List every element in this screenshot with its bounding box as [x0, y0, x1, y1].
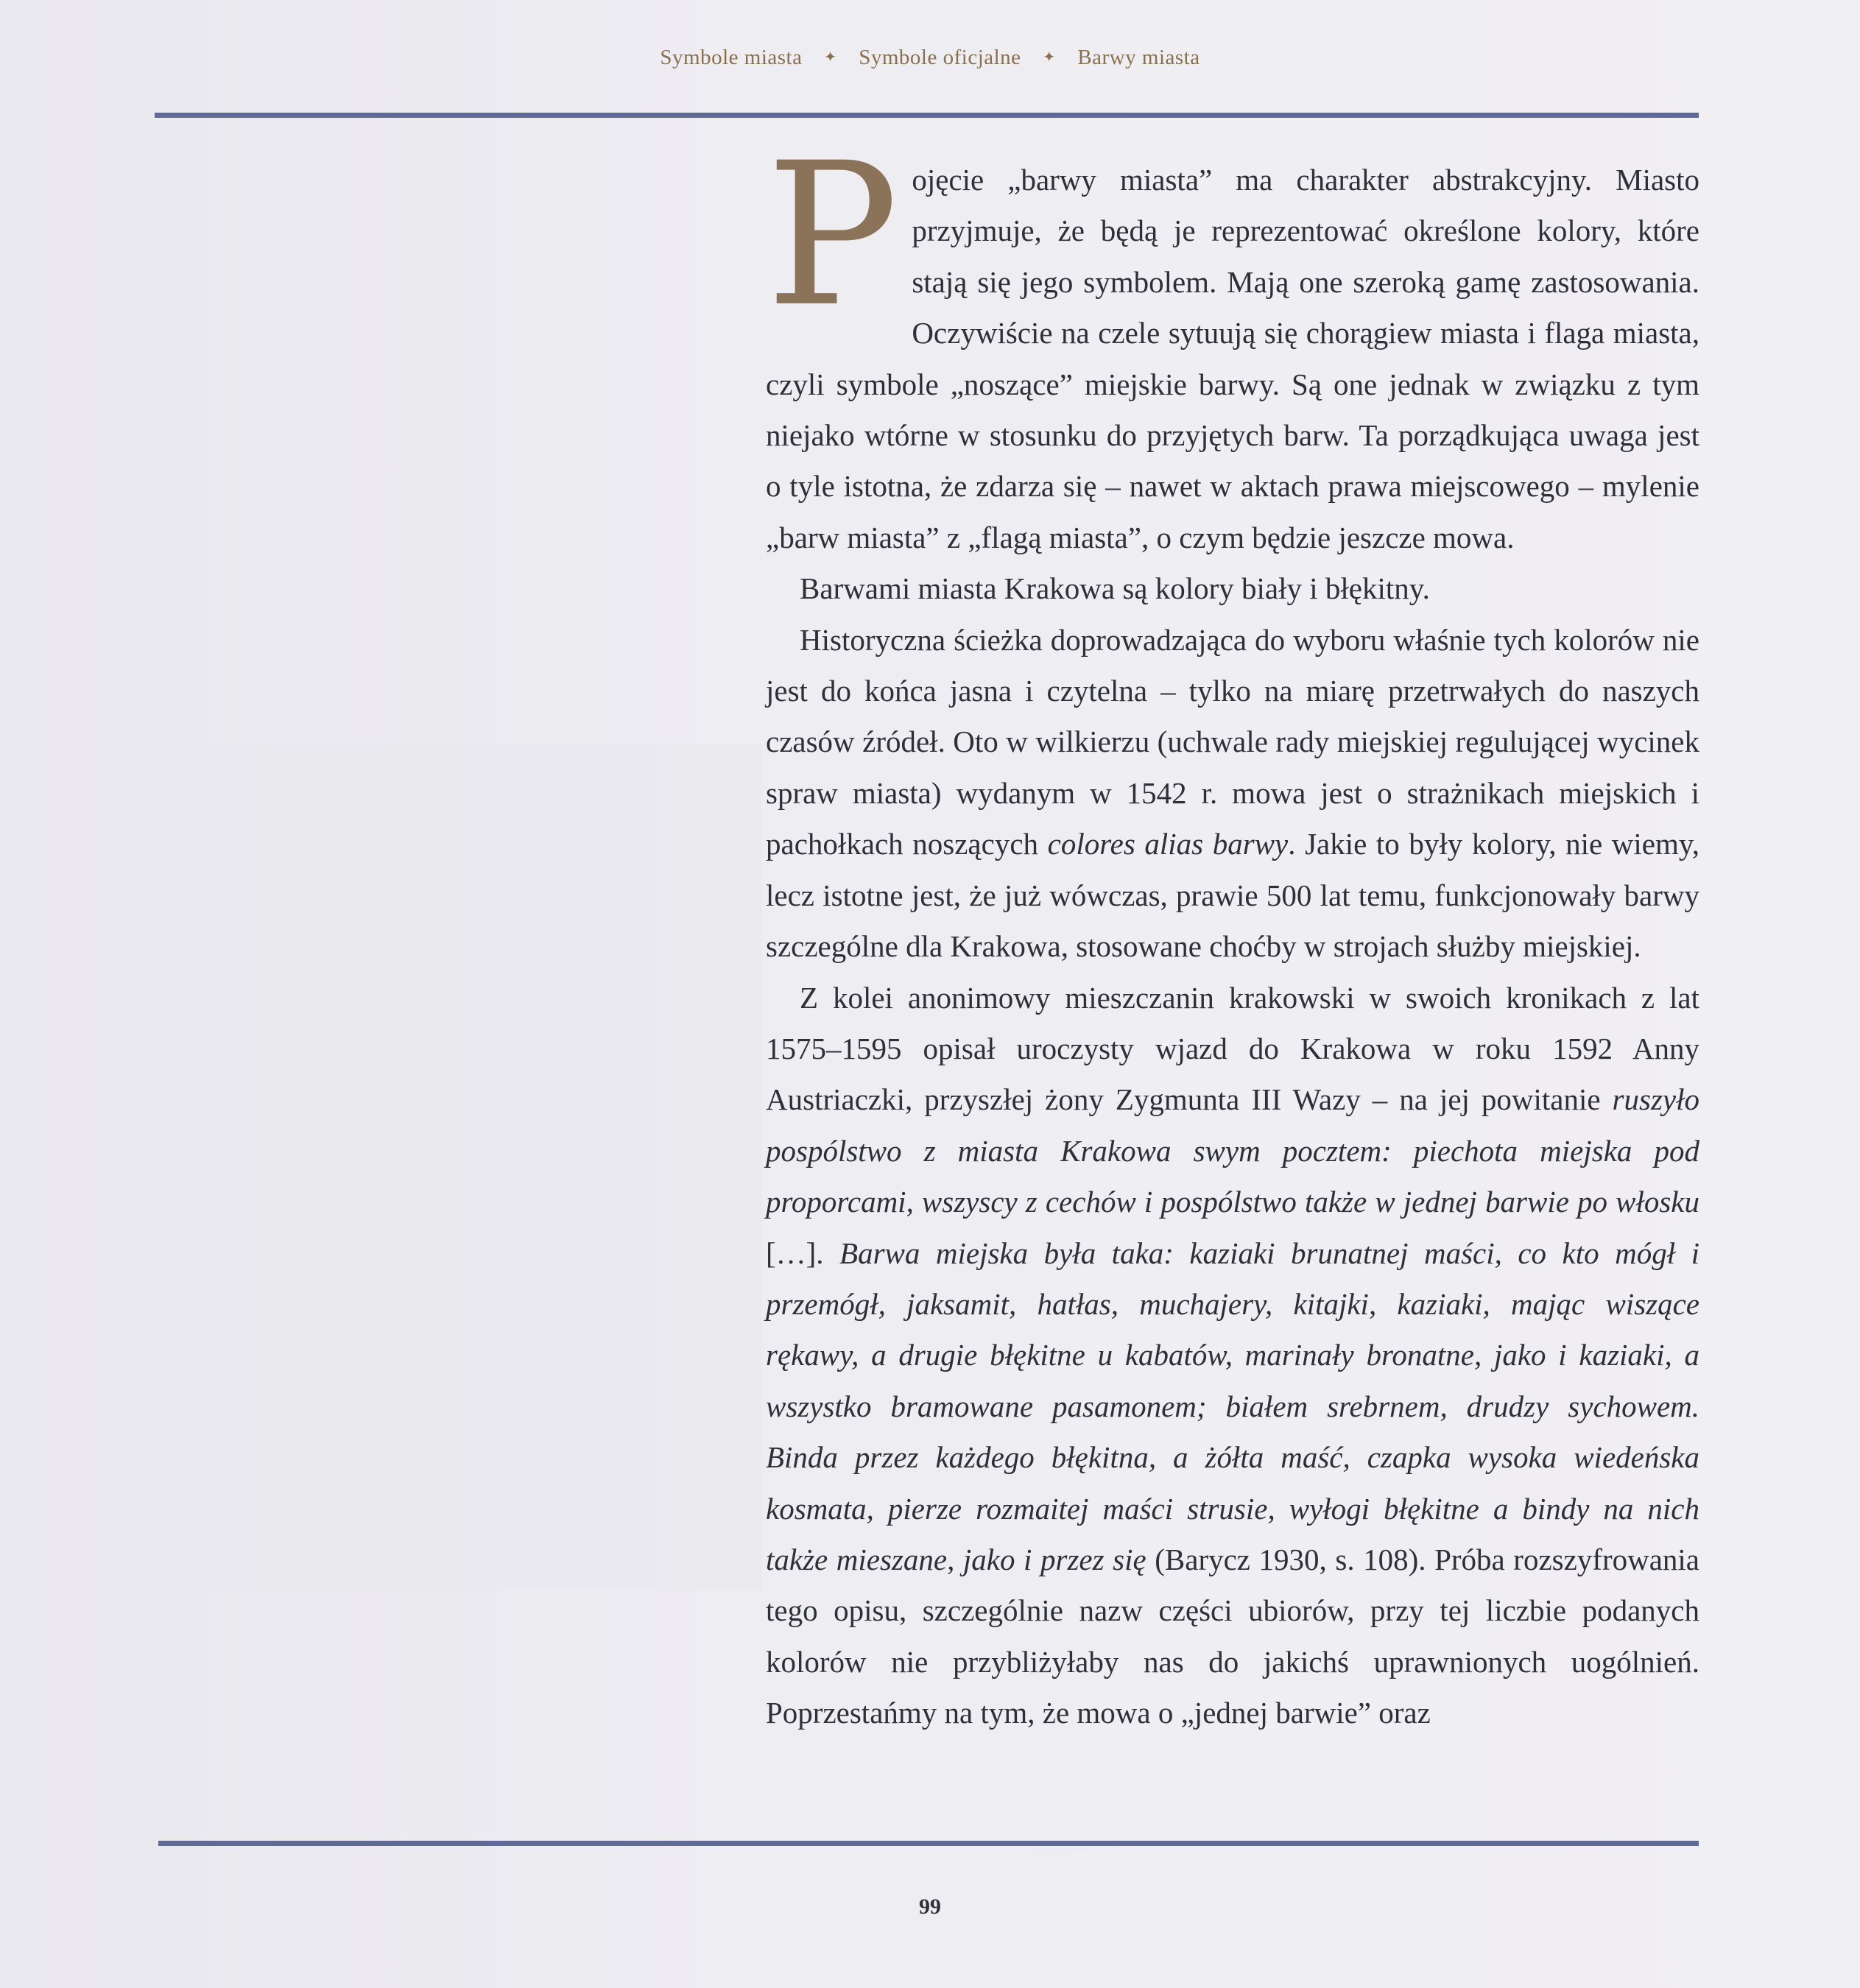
paragraph-3-italic: colores alias barwy: [1047, 827, 1289, 861]
paragraph-3: [766, 615, 1699, 973]
header-crumb-symbole-oficjalne: Symbole oficjalne: [859, 46, 1021, 69]
paragraph-4-text-b: (Barycz 1930, s. 108). Próba rozszyfrowania tego opisu, szczególnie nazw części ubiorów, przy tej liczbie podanych kolorów nie przybliżyłaby nas do jakichś uprawnionych uogólnień. Poprzestańmy na tym, że mowa o „jednej barwie” oraz: [766, 1542, 1700, 1730]
running-header: [0, 46, 1860, 70]
paragraph-2: Barwami miasta Krakowa są kolory biały i błękitny.: [800, 571, 1430, 606]
paragraph-4-quote-1: ruszyło pospólstwo z miasta Krakowa swym pocztem: piechota miejska pod proporcami, wszyscy z cechów i pospólstwo także w jednej barwie po włosku: [766, 1082, 1699, 1219]
header-crumb-symbole-miasta: Symbole miasta: [660, 46, 803, 69]
header-separator-icon: ✦: [1043, 49, 1056, 66]
paragraph-3-text-a: Historyczna ścieżka doprowadzająca do wyboru właśnie tych kolorów nie jest do końca jasna i czytelna – tylko na miarę przetrwałych do naszych czasów źródeł. Oto w wilkierzu (uchwale rady miejskiej regulującej wycinek spraw miasta) wydanym w 1542 r. mowa jest o strażnikach miejskich i pachołkach noszących: [766, 622, 1699, 861]
bottom-rule: [158, 1841, 1699, 1846]
paragraph-1-text: ojęcie „barwy miasta” ma charakter abstrakcyjny. Miasto przyjmuje, że będą je reprezentować określone kolory, które stają się jego symbolem. Mają one szeroką gamę zastosowania. Oczywiście na czele sytuują się chorągiew miasta i flaga miasta, czyli symbole „noszące” miejskie barwy. Są one jednak w związku z tym niejako wtórne w stosunku do przyjętych barw. Ta porządkująca uwaga jest o tyle istotna, że zdarza się – nawet w aktach prawa miejscowego – mylenie „barw miasta” z „flagą miasta”, o czym będzie jeszcze mowa.: [766, 163, 1699, 554]
paragraph-4: [766, 973, 1699, 1739]
drop-cap: P: [766, 121, 899, 350]
paragraph-3-text-b: . Jakie to były kolory, nie wiemy, lecz istotne jest, że już wówczas, prawie 500 lat temu, funkcjonowały barwy szczególne dla Krakowa, stosowane choćby w strojach służby miejskiej.: [766, 827, 1699, 964]
show-through-image: [158, 744, 762, 1590]
paragraph-4-text-a: Z kolei anonimowy mieszczanin krakowski w swoich kronikach z lat 1575–1595 opisał uroczysty wjazd do Krakowa w roku 1592 Anny Austriaczki, przyszłej żony Zygmunta III Wazy – na jej powitanie: [766, 980, 1699, 1117]
paragraph-4-quote-2: Barwa miejska była taka: kaziaki brunatnej maści, co kto mógł i przemógł, jaksamit, hatłas, muchajery, kitajki, kaziaki, mając wiszące rękawy, a drugie błękitne u kabatów, marinały bronatne, jako i kaziaki, a wszystko bramowane pasamonem; białem srebrnem, drudzy sychowem. Binda przez każdego błękitna, a żółta maść, czapka wysoka wiedeńska kosmata, pierze rozmaitej maści strusie, wyłogi błękitne a bindy na nich także mieszane, jako i przez się: [766, 1236, 1699, 1576]
header-separator-icon: ✦: [824, 49, 837, 66]
paragraph-4-ellipsis: […].: [766, 1236, 840, 1270]
article-body: [766, 121, 1700, 1739]
page-number: 99: [919, 1894, 941, 1919]
top-rule: [155, 113, 1699, 118]
paragraph-1: [766, 121, 1699, 563]
header-crumb-barwy-miasta: Barwy miasta: [1077, 46, 1200, 69]
